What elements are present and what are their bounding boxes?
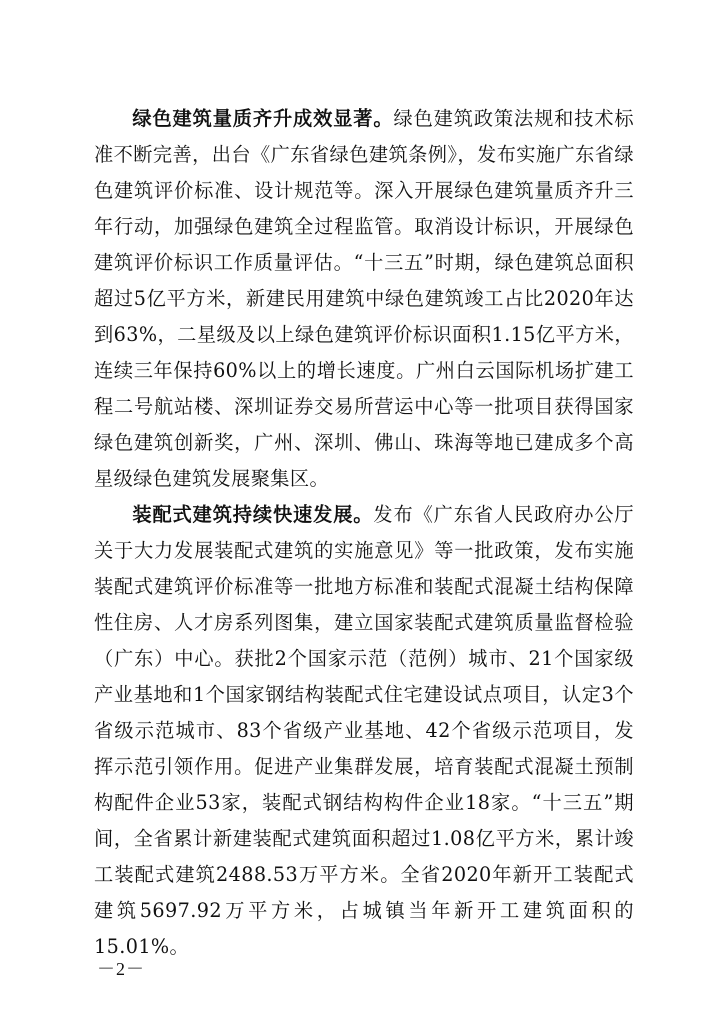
document-body [94,101,634,965]
paragraph-text: 绿色建筑政策法规和技术标准不断完善，出台《广东省绿色建筑条例》，发布实施广东省绿色建筑评价标准、设计规范等。深入开展绿色建筑量质齐升三年行动，加强绿色建筑全过程监管。取消设计标识，开展绿色建筑评价标识工作质量评估。“十三五”时期，绿色建筑总面积超过5亿平方米，新建民用建筑中绿色建筑竣工占比2020年达到63%，二星级及以上绿色建筑评价标识面积1.15亿平方米，连续三年保持60%以上的增长速度。广州白云国际机场扩建工程二号航站楼、深圳证券交易所营运中心等一批项目获得国家绿色建筑创新奖，广州、深圳、佛山、珠海等地已建成多个高星级绿色建筑发展聚集区。 [94,107,634,490]
paragraph-text: 发布《广东省人民政府办公厅关于大力发展装配式建筑的实施意见》等一批政策，发布实施装配式建筑评价标准等一批地方标准和装配式混凝土结构保障性住房、人才房系列图集，建立国家装配式建筑质量监督检验（广东）中心。获批2个国家示范（范例）城市、21个国家级产业基地和1个国家钢结构装配式住宅建设试点项目，认定3个省级示范城市、83个省级产业基地、42个省级示范项目，发挥示范引领作用。促进产业集群发展，培育装配式混凝土预制构配件企业53家，装配式钢结构构件企业18家。“十三五”期间，全省累计新建装配式建筑面积超过1.08亿平方米，累计竣工装配式建筑2488.53万平方米。全省2020年新开工装配式建筑5697.92万平方米，占城镇当年新开工建筑面积的15.01%。 [94,503,634,958]
paragraph-prefab-building [94,497,634,965]
paragraph-heading: 绿色建筑量质齐升成效显著。 [132,107,394,130]
paragraph-heading: 装配式建筑持续快速发展。 [132,503,374,526]
page-number: －2－ [97,959,145,979]
paragraph-green-building [94,101,634,497]
